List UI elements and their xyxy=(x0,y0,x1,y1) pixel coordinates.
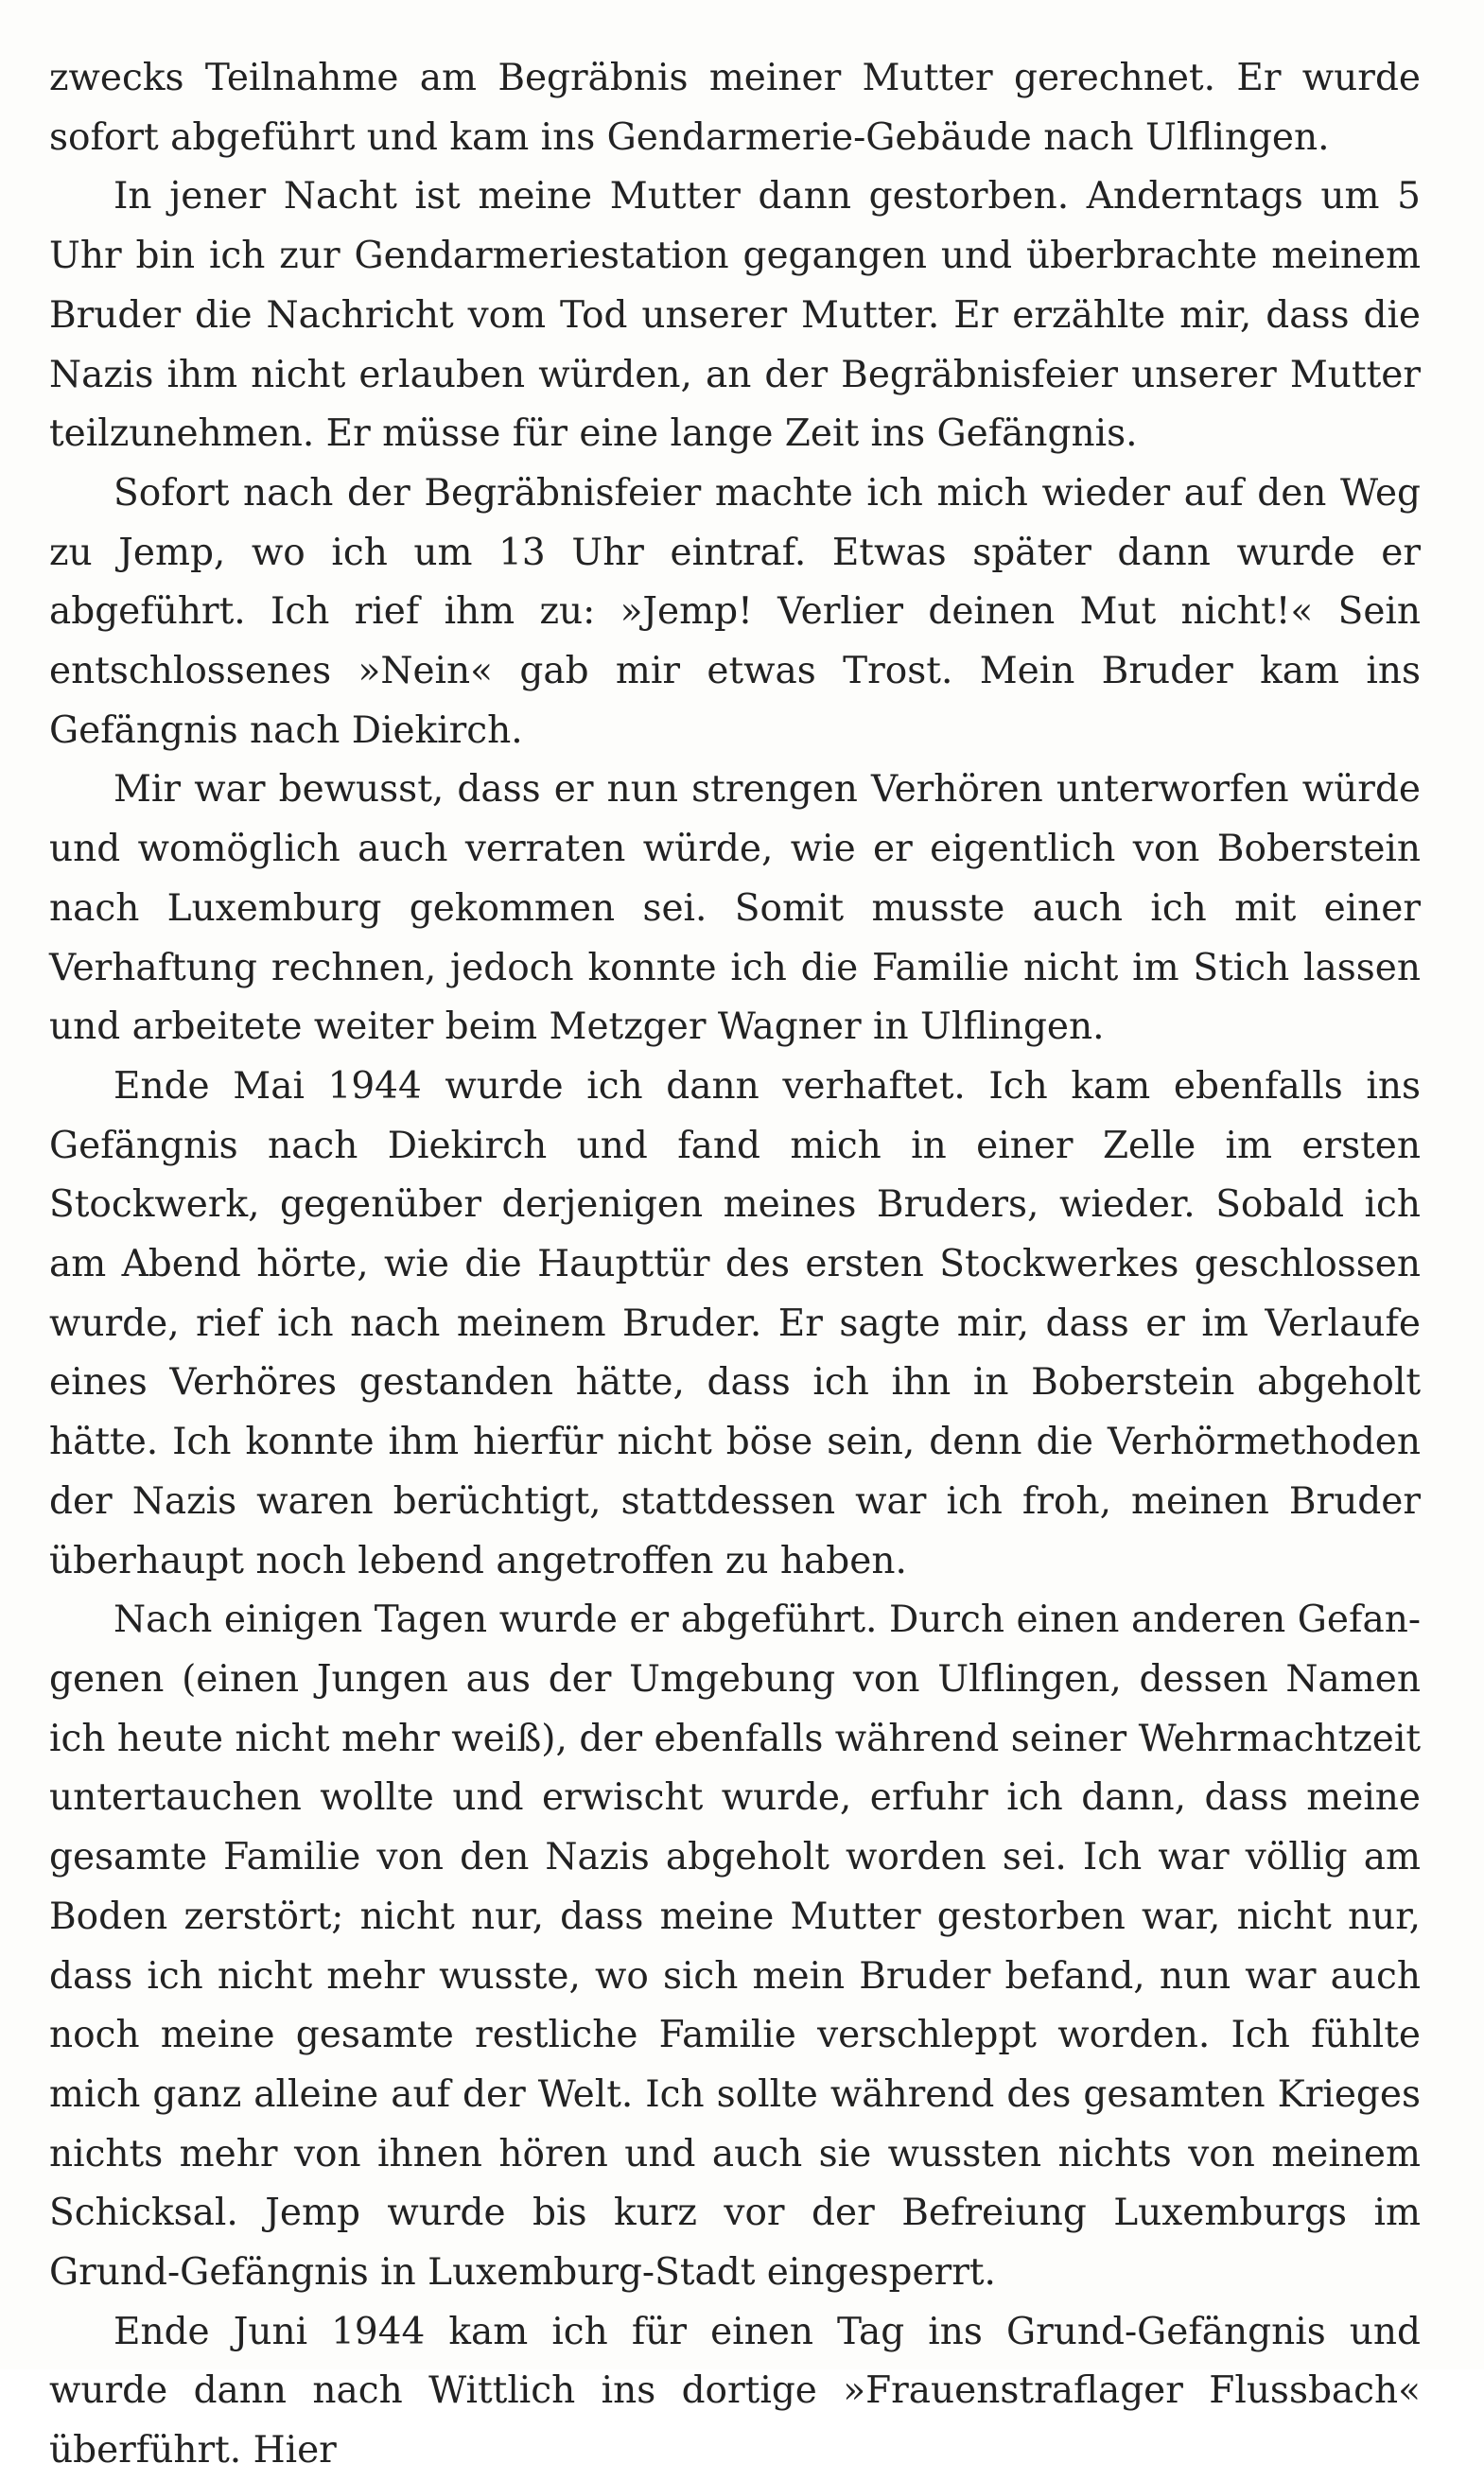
paragraph-7: Ende Juni 1944 kam ich für einen Tag ins Grund-Gefängnis und wurde dann nach Wittlich ins dortige »Frauenstraflager Flussbach« überführt. Hier xyxy=(49,2310,1421,2472)
paragraph-2: In jener Nacht ist meine Mutter dann gestorben. Anderntags um 5 Uhr bin ich zur Gendarmeriestation gegangen und überbrachte meinem Bruder die Nachricht vom Tod unserer Mutter. Er erzählte mir, dass die Nazis ihm nicht erlauben würden, an der Begräbnisfeier unserer Mutter teilzunehmen. Er müsse für eine lange Zeit ins Gefängnis. xyxy=(49,175,1421,456)
paragraph-3: Sofort nach der Begräbnisfeier machte ich mich wieder auf den Weg zu Jemp, wo ich um 13 Uhr eintraf. Etwas später dann wurde er abgeführt. Ich rief ihm zu: »Jemp! Verlier deinen Mut nicht!« Sein entschlossenes »Nein« gab mir etwas Trost. Mein Bruder kam ins Gefängnis nach Diekirch. xyxy=(49,471,1421,752)
paragraph-4: Mir war bewusst, dass er nun strengen Verhören unterworfen würde und womöglich auch verraten würde, wie er eigentlich von Boberstein nach Luxemburg gekommen sei. Somit musste auch ich mit einer Verhaftung rechnen, jedoch konnte ich die Familie nicht im Stich lassen und arbeitete weiter beim Metzger Wagner in Ulflingen. xyxy=(49,768,1421,1049)
paragraph-6: Nach einigen Tagen wurde er abgeführt. Durch einen anderen Gefangenen (einen Jungen aus der Umgebung von Ulflingen, dessen Namen ich heute nicht mehr weiß), der ebenfalls während seiner Wehrmachtzeit untertauchen wollte und erwischt wurde, erfuhr ich dann, dass meine gesamte Familie von den Nazis abgeholt worden sei. Ich war völlig am Boden zerstört; nicht nur, dass meine Mutter gestorben war, nicht nur, dass ich nicht mehr wusste, wo sich mein Bruder befand, nun war auch noch meine gesamte restliche Familie verschleppt worden. Ich fühlte mich ganz alleine auf der Welt. Ich sollte während des gesamten Krieges nichts mehr von ihnen hören und auch sie wussten nichts von meinem Schicksal. Jemp wurde bis kurz vor der Befreiung Luxemburgs im Grund-Gefängnis in Luxemburg-Stadt eingesperrt. xyxy=(49,1599,1421,2295)
body-text xyxy=(49,49,1421,2481)
paragraph-1: zwecks Teilnahme am Begräbnis meiner Mutter gerechnet. Er wurde sofort abgeführt und kam ins Gendarmerie-Gebäude nach Ulflingen. xyxy=(49,57,1421,159)
paragraph-5: Ende Mai 1944 wurde ich dann verhaftet. Ich kam ebenfalls ins Gefängnis nach Diekirch und fand mich in einer Zelle im ersten Stockwerk, gegenüber derjenigen meines Bruders, wieder. Sobald ich am Abend hörte, wie die Haupttür des ersten Stockwerkes geschlossen wurde, rief ich nach meinem Bruder. Er sagte mir, dass er im Verlaufe eines Verhöres gestanden hätte, dass ich ihn in Boberstein abgeholt hätte. Ich konnte ihm hierfür nicht böse sein, denn die Verhörmethoden der Nazis waren berüchtigt, stattdessen war ich froh, meinen Bruder überhaupt noch lebend angetroffen zu haben. xyxy=(49,1064,1421,1582)
